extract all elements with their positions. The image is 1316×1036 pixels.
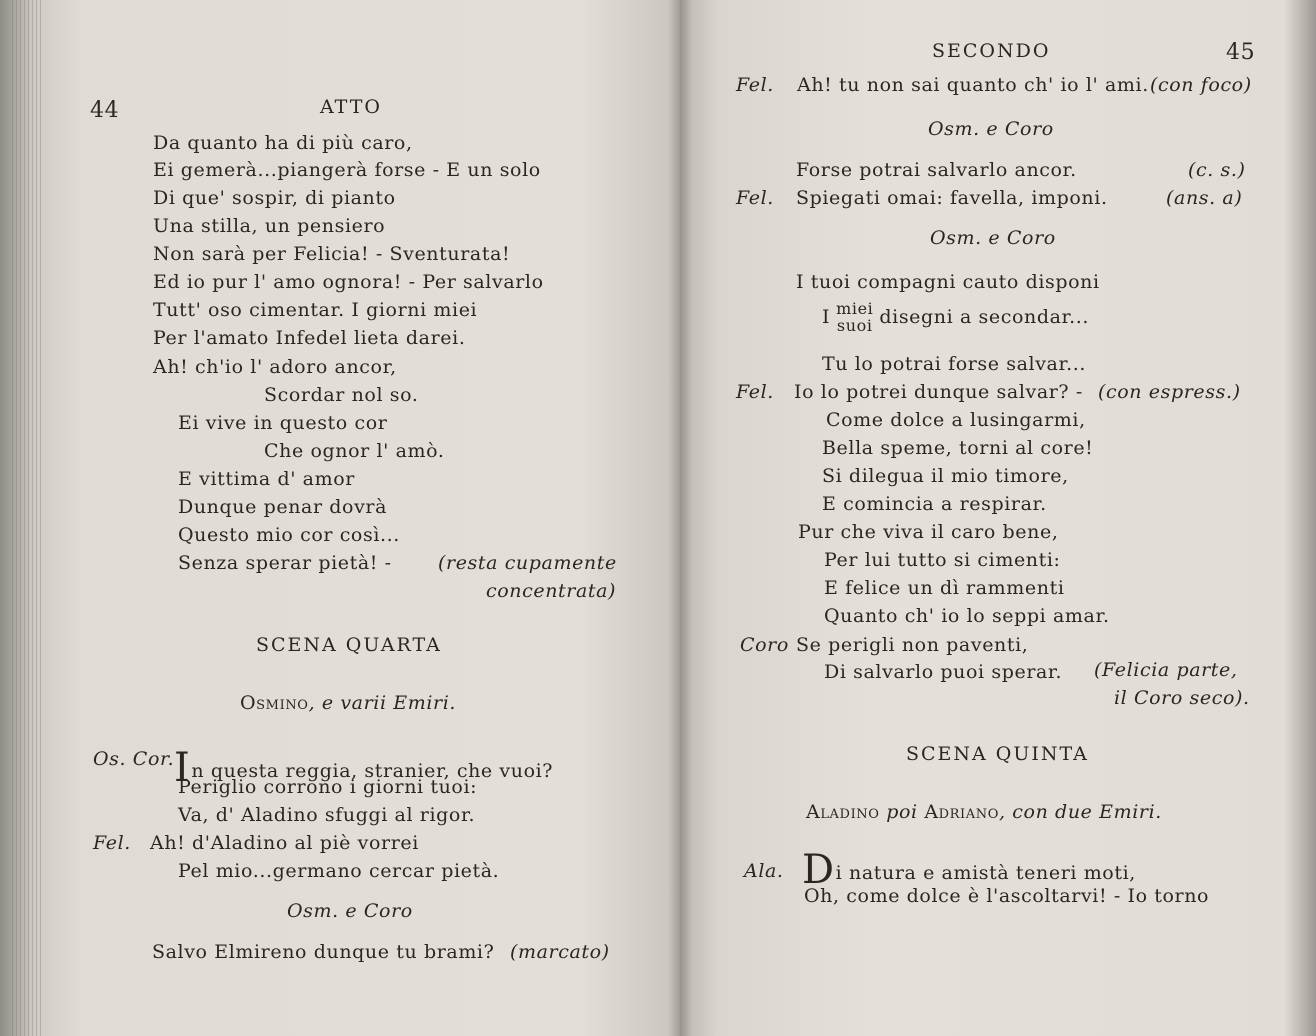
page-number: 45 — [1226, 40, 1256, 65]
running-head: ATTO — [320, 96, 382, 118]
verse-line: Io lo potrei dunque salvar? - — [794, 381, 1083, 403]
character-name: Aladino — [806, 801, 880, 823]
scene-title: SCENA QUINTA — [906, 743, 1089, 765]
verse-text: i natura e amistà teneri moti, — [835, 862, 1136, 884]
verse-line: Tutt' oso cimentar. I giorni miei — [153, 299, 478, 321]
verse-line: Periglio corrono i giorni tuoi: — [178, 776, 478, 798]
characters-conj: poi — [886, 801, 918, 823]
speaker-label: Ala. — [744, 860, 784, 882]
stage-direction: (c. s.) — [1188, 159, 1246, 181]
verse-line: Da quanto ha di più caro, — [153, 132, 413, 154]
verse-line: Di salvarlo puoi sperar. — [824, 661, 1063, 683]
speaker-label: Fel. — [736, 381, 774, 403]
stage-direction: (marcato) — [510, 941, 610, 963]
chorus-label: Osm. e Coro — [930, 227, 1056, 249]
verse-line: Senza sperar pietà! - — [178, 552, 392, 574]
verse-line: Ah! d'Aladino al piè vorrei — [150, 832, 419, 854]
scene-title: SCENA QUARTA — [256, 634, 442, 656]
alt-word: miei — [836, 299, 874, 318]
verse-line: Va, d' Aladino sfuggi al rigor. — [178, 804, 476, 826]
speaker-label: Os. Cor. — [93, 748, 175, 770]
verse-line: Salvo Elmireno dunque tu brami? — [152, 941, 495, 963]
verse-line: Pur che viva il caro bene, — [798, 521, 1059, 543]
verse-line: Dunque penar dovrà — [178, 496, 388, 518]
stage-direction: concentrata) — [486, 580, 617, 602]
verse-text: I — [822, 305, 831, 328]
speaker-label: Fel. — [736, 187, 774, 209]
verse-line: I tuoi compagni cauto disponi — [796, 271, 1100, 293]
verse-line: E felice un dì rammenti — [824, 577, 1065, 599]
verse-line — [802, 846, 1136, 893]
verse-line: Di que' sospir, di pianto — [153, 187, 396, 209]
characters-rest: , e varii Emiri. — [308, 692, 457, 714]
right-page — [680, 0, 1316, 1036]
alt-word: suoi — [836, 315, 873, 335]
alternate-words — [836, 301, 873, 335]
verse-line: Bella speme, torni al core! — [822, 437, 1094, 459]
verse-line: Ah! ch'io l' adoro ancor, — [153, 356, 397, 378]
verse-line: E vittima d' amor — [178, 468, 355, 490]
page-edges — [12, 0, 42, 1036]
verse-line: Per lui tutto si cimenti: — [824, 549, 1061, 571]
drop-cap: D — [802, 847, 835, 893]
stage-direction: (con foco) — [1150, 74, 1252, 96]
characters-line — [240, 694, 456, 713]
verse-line: Ei gemerà...piangerà forse - E un solo — [153, 159, 541, 181]
verse-line — [822, 301, 1089, 335]
verse-line: Scordar nol so. — [264, 384, 419, 406]
verse-line: Ei vive in questo cor — [178, 412, 388, 434]
drop-cap: I — [174, 745, 191, 791]
verse-line: Che ognor l' amò. — [264, 440, 445, 462]
speaker-label: Fel. — [736, 74, 774, 96]
character-name: Osmino — [240, 692, 309, 714]
verse-line: Tu lo potrai forse salvar... — [822, 353, 1086, 375]
verse-line: Ah! tu non sai quanto ch' io l' ami. — [797, 74, 1149, 96]
verse-line: Non sarà per Felicia! - Sventurata! — [153, 243, 511, 265]
book-gutter — [668, 0, 692, 1036]
speaker-label: Coro — [740, 634, 789, 656]
verse-line: Ed io pur l' amo ognora! - Per salvarlo — [153, 271, 544, 293]
characters-rest: , con due Emiri. — [999, 801, 1162, 823]
stage-direction: (resta cupamente — [438, 552, 617, 574]
stage-direction: il Coro seco). — [1114, 687, 1250, 709]
verse-line: Forse potrai salvarlo ancor. — [796, 159, 1077, 181]
verse-line: Spiegati omai: favella, imponi. — [796, 187, 1108, 209]
chorus-label: Osm. e Coro — [928, 118, 1054, 140]
speaker-label: Fel. — [93, 832, 131, 854]
verse-line: Oh, come dolce è l'ascoltarvi! - Io torno — [804, 885, 1210, 907]
stage-direction: (con espress.) — [1098, 381, 1241, 403]
chorus-label: Osm. e Coro — [287, 900, 413, 922]
verse-line: Per l'amato Infedel lieta darei. — [153, 327, 466, 349]
verse-line: Questo mio cor così... — [178, 524, 400, 546]
verse-line: Una stilla, un pensiero — [153, 215, 386, 237]
characters-line — [806, 803, 1162, 822]
verse-line: Si dilegua il mio timore, — [822, 465, 1069, 487]
verse-line: E comincia a respirar. — [822, 493, 1047, 515]
page-number: 44 — [90, 98, 120, 123]
verse-line: Come dolce a lusingarmi, — [826, 409, 1086, 431]
verse-line: Pel mio...germano cercar pietà. — [178, 860, 500, 882]
running-head: SECONDO — [932, 40, 1051, 62]
verse-line: Quanto ch' io lo seppi amar. — [824, 605, 1110, 627]
verse-text: disegni a secondar... — [879, 305, 1090, 328]
verse-line: Se perigli non paventi, — [796, 634, 1029, 656]
stage-direction: (ans. a) — [1166, 187, 1243, 209]
stage-direction: (Felicia parte, — [1094, 659, 1238, 681]
verse-text: n questa reggia, stranier, che vuoi? — [191, 760, 554, 782]
character-name: Adriano — [924, 801, 1000, 823]
